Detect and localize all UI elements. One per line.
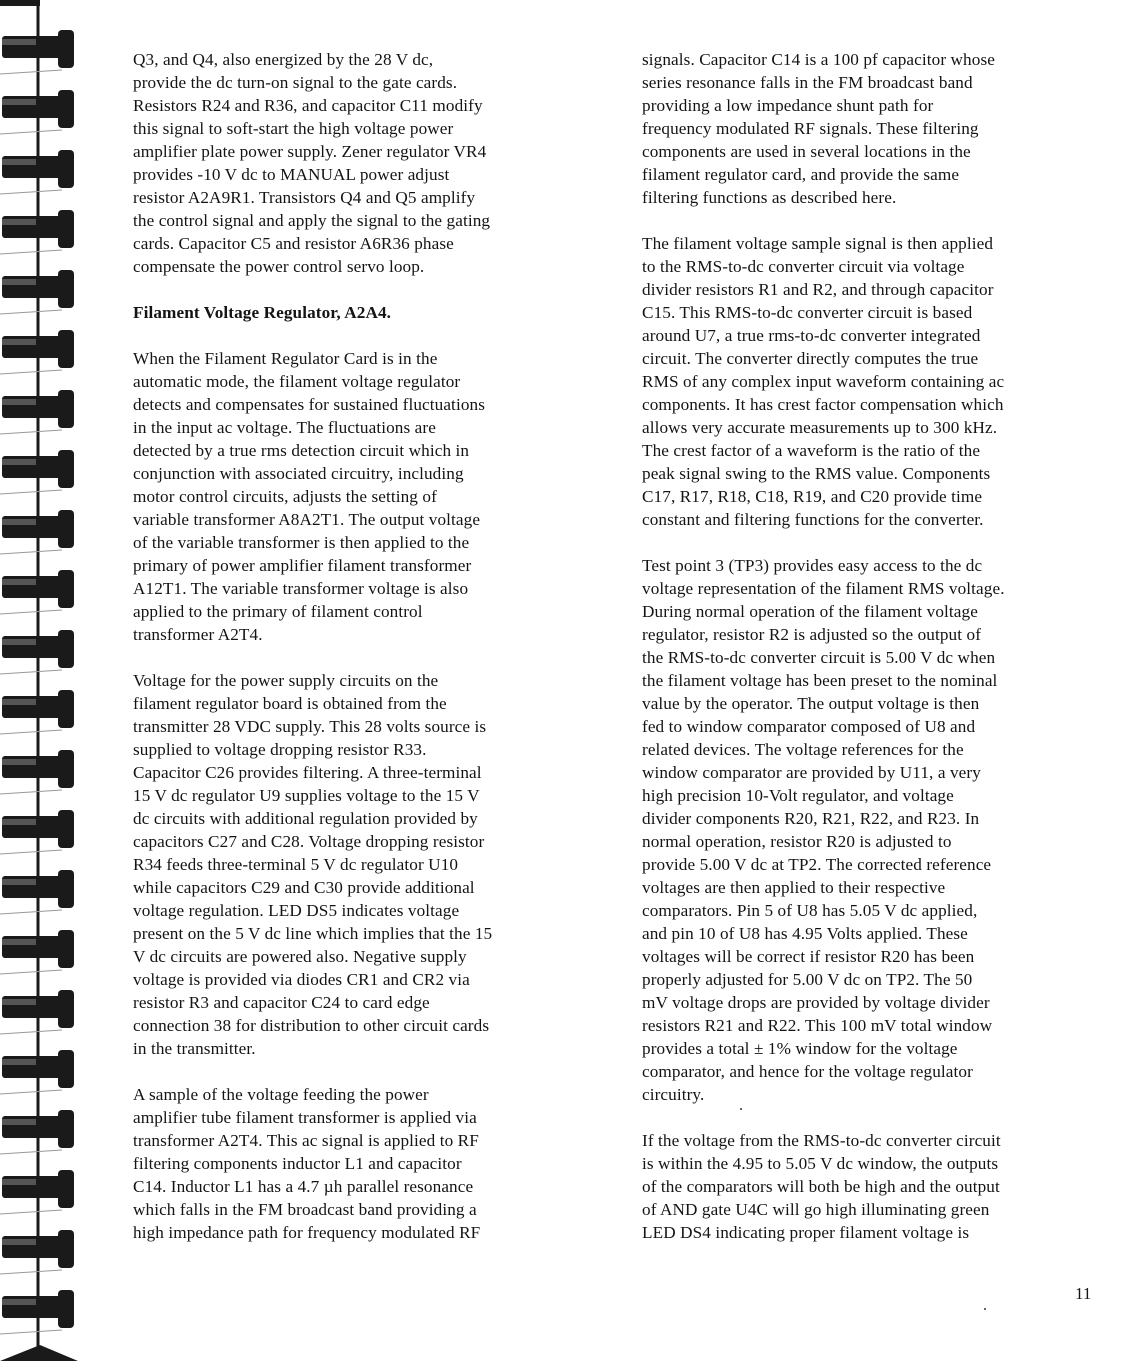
text-line: Test point 3 (TP3) provides easy access to the dc (642, 556, 983, 575)
binding-edge-line (0, 1210, 62, 1214)
text-line: A sample of the voltage feeding the power (133, 1085, 429, 1104)
text-line: present on the 5 V dc line which implies that the 15 (133, 924, 493, 943)
text-line: of the comparators will both be high and the output (642, 1177, 1000, 1196)
page-number: 11 (1075, 1284, 1092, 1303)
text-line: V dc circuits are powered also. Negative supply (133, 947, 467, 966)
binding-coil-loop (58, 510, 74, 548)
text-line: in the input ac voltage. The fluctuations are (133, 418, 436, 437)
text-line: divider resistors R1 and R2, and through capacitor (642, 280, 994, 299)
binding-coil-highlight (2, 519, 36, 525)
text-line: allows very accurate measurements up to 300 kHz. (642, 418, 998, 437)
text-line: this signal to soft-start the high voltage power (133, 119, 454, 138)
binding-coil-highlight (2, 39, 36, 45)
text-line: components are used in several locations in the (642, 142, 971, 161)
binding-coil-highlight (2, 759, 36, 765)
text-line: The filament voltage sample signal is then applied (642, 234, 994, 253)
left-paragraph-2 (133, 347, 573, 646)
binding-coil-highlight (2, 939, 36, 945)
binding-coil-highlight (2, 399, 36, 405)
binding-edge-line (0, 370, 62, 374)
text-line: compensate the power control servo loop. (133, 257, 425, 276)
binding-edge-line (0, 1090, 62, 1094)
binding-coil-highlight (2, 1119, 36, 1125)
text-line: amplifier tube filament transformer is applied via (133, 1108, 477, 1127)
text-line: detects and compensates for sustained fluctuations (133, 395, 485, 414)
text-line: applied to the primary of filament control (133, 602, 423, 621)
scan-speck (984, 1308, 986, 1310)
binding-coil-highlight (2, 1059, 36, 1065)
binding-coil-highlight (2, 879, 36, 885)
text-line: motor control circuits, adjusts the setting of (133, 487, 437, 506)
binding-coil-loop (58, 1230, 74, 1268)
binding-edge-line (0, 610, 62, 614)
text-line: conjunction with associated circuitry, including (133, 464, 464, 483)
right-paragraph-3 (642, 554, 1090, 1106)
text-line: The crest factor of a waveform is the ratio of the (642, 441, 981, 460)
text-line: amplifier plate power supply. Zener regulator VR4 (133, 142, 487, 161)
binding-top-cap (0, 0, 40, 6)
text-line: properly adjusted for 5.00 V dc on TP2. The 50 (642, 970, 973, 989)
binding-coil-loop (58, 270, 74, 308)
text-line: fed to window comparator composed of U8 and (642, 717, 976, 736)
binding-edge-line (0, 910, 62, 914)
text-line: the RMS-to-dc converter circuit is 5.00 V dc when (642, 648, 996, 667)
binding-bottom-cap (0, 1345, 78, 1361)
binding-coil-loop (58, 1170, 74, 1208)
text-line: filament regulator board is obtained from the (133, 694, 447, 713)
text-line: in the transmitter. (133, 1039, 256, 1058)
binding-coil-loop (58, 90, 74, 128)
binding-edge-line (0, 250, 62, 254)
text-line: voltage regulation. LED DS5 indicates voltage (133, 901, 460, 920)
text-line: regulator, resistor R2 is adjusted so the output of (642, 625, 982, 644)
text-line: RMS of any complex input waveform containing ac (642, 372, 1005, 391)
text-line: which falls in the FM broadcast band providing a (133, 1200, 477, 1219)
text-line: the filament voltage has been preset to the nominal (642, 671, 998, 690)
text-line: comparators. Pin 5 of U8 has 5.05 V dc applied, (642, 901, 978, 920)
binding-coil-loop (58, 210, 74, 248)
left-column (133, 48, 573, 1267)
text-line: R34 feeds three-terminal 5 V dc regulator U10 (133, 855, 459, 874)
binding-coil-highlight (2, 699, 36, 705)
binding-coil-loop (58, 570, 74, 608)
right-column (642, 48, 1090, 1267)
text-line: and pin 10 of U8 has 4.95 Volts applied. These (642, 924, 968, 943)
binding-edge-line (0, 190, 62, 194)
binding-coil-highlight (2, 339, 36, 345)
scan-speck (740, 1108, 742, 1110)
text-line: the control signal and apply the signal to the gating (133, 211, 491, 230)
spiral-binding (0, 0, 80, 1361)
binding-coil-loop (58, 690, 74, 728)
text-line: filament regulator card, and provide the same (642, 165, 960, 184)
text-line: voltage representation of the filament RMS voltage. (642, 579, 1005, 598)
text-line: filtering functions as described here. (642, 188, 897, 207)
text-line: 15 V dc regulator U9 supplies voltage to the 15 V (133, 786, 480, 805)
text-line: circuit. The converter directly computes the true (642, 349, 979, 368)
binding-edge-line (0, 490, 62, 494)
binding-coil-loop (58, 1050, 74, 1088)
text-line: to the RMS-to-dc converter circuit via voltage (642, 257, 965, 276)
text-line: comparator, and hence for the voltage regulator (642, 1062, 973, 1081)
binding-coil-highlight (2, 579, 36, 585)
text-line: A12T1. The variable transformer voltage is also (133, 579, 469, 598)
text-line: high impedance path for frequency modulated RF (133, 1223, 481, 1242)
left-paragraph-1 (133, 48, 573, 278)
right-paragraph-1 (642, 48, 1090, 209)
text-line: If the voltage from the RMS-to-dc converter circuit (642, 1131, 1001, 1150)
text-line: voltages are then applied to their respective (642, 878, 946, 897)
binding-edge-line (0, 790, 62, 794)
text-line: constant and filtering functions for the converter. (642, 510, 984, 529)
binding-coil-highlight (2, 99, 36, 105)
text-line: series resonance falls in the FM broadcast band (642, 73, 973, 92)
binding-coil-highlight (2, 999, 36, 1005)
text-line: C15. This RMS-to-dc converter circuit is based (642, 303, 973, 322)
text-line: circuitry. (642, 1085, 705, 1104)
binding-edge-line (0, 550, 62, 554)
binding-coil-highlight (2, 1239, 36, 1245)
text-line: provides -10 V dc to MANUAL power adjust (133, 165, 450, 184)
text-line: Q3, and Q4, also energized by the 28 V dc, (133, 50, 434, 69)
binding-edge-line (0, 1030, 62, 1034)
text-line: variable transformer A8A2T1. The output voltage (133, 510, 481, 529)
text-line: divider components R20, R21, R22, and R23. In (642, 809, 980, 828)
right-paragraph-4 (642, 1129, 1090, 1244)
text-line: around U7, a true rms-to-dc converter integrated (642, 326, 981, 345)
binding-coil-loop (58, 930, 74, 968)
binding-edge-line (0, 1150, 62, 1154)
text-line: provide the dc turn-on signal to the gate cards. (133, 73, 458, 92)
left-paragraph-4 (133, 1083, 573, 1244)
text-line: Capacitor C26 provides filtering. A three-terminal (133, 763, 482, 782)
text-line: normal operation, resistor R20 is adjusted to (642, 832, 952, 851)
binding-edge-line (0, 850, 62, 854)
text-line: primary of power amplifier filament transformer (133, 556, 472, 575)
binding-edge-line (0, 430, 62, 434)
text-line: peak signal swing to the RMS value. Components (642, 464, 991, 483)
text-line: voltages will be correct if resistor R20 has been (642, 947, 975, 966)
text-line: filtering components inductor L1 and capacitor (133, 1154, 462, 1173)
text-line: transformer A2T4. This ac signal is applied to RF (133, 1131, 479, 1150)
left-paragraph-3 (133, 669, 573, 1060)
text-line: provides a total ± 1% window for the voltage (642, 1039, 958, 1058)
binding-coil-loop (58, 390, 74, 428)
text-line: connection 38 for distribution to other circuit cards (133, 1016, 490, 1035)
text-line: signals. Capacitor C14 is a 100 pf capacitor whose (642, 50, 995, 69)
binding-edge-line (0, 970, 62, 974)
text-line: resistor A2A9R1. Transistors Q4 and Q5 amplify (133, 188, 476, 207)
binding-coil-highlight (2, 219, 36, 225)
binding-edge-line (0, 310, 62, 314)
text-line: providing a low impedance shunt path for (642, 96, 934, 115)
binding-coil-highlight (2, 1299, 36, 1305)
text-line: resistor R3 and capacitor C24 to card edge (133, 993, 430, 1012)
binding-coil-highlight (2, 1179, 36, 1185)
text-line: cards. Capacitor C5 and resistor A6R36 phase (133, 234, 454, 253)
text-line: voltage is provided via diodes CR1 and CR2 via (133, 970, 470, 989)
binding-coil-loop (58, 630, 74, 668)
text-line: frequency modulated RF signals. These filtering (642, 119, 979, 138)
text-line: resistors R21 and R22. This 100 mV total window (642, 1016, 993, 1035)
text-line: Voltage for the power supply circuits on the (133, 671, 439, 690)
binding-coil-loop (58, 450, 74, 488)
text-line: high precision 10-Volt regulator, and voltage (642, 786, 954, 805)
text-line: mV voltage drops are provided by voltage divider (642, 993, 990, 1012)
text-line: of AND gate U4C will go high illuminating green (642, 1200, 990, 1219)
text-line: When the Filament Regulator Card is in the (133, 349, 438, 368)
text-line: LED DS4 indicating proper filament voltage is (642, 1223, 970, 1242)
binding-edge-line (0, 1330, 62, 1334)
text-line: related devices. The voltage references for the (642, 740, 964, 759)
text-line: of the variable transformer is then applied to the (133, 533, 470, 552)
text-line: transformer A2T4. (133, 625, 263, 644)
binding-edge-line (0, 1270, 62, 1274)
binding-coil-loop (58, 1290, 74, 1328)
binding-coil-loop (58, 810, 74, 848)
text-line: dc circuits with additional regulation provided by (133, 809, 478, 828)
text-line: C17, R17, R18, C18, R19, and C20 provide time (642, 487, 983, 506)
right-paragraph-2 (642, 232, 1090, 531)
text-line: automatic mode, the filament voltage regulator (133, 372, 461, 391)
text-line: capacitors C27 and C28. Voltage dropping resistor (133, 832, 485, 851)
binding-coil-highlight (2, 639, 36, 645)
text-line: supplied to voltage dropping resistor R33. (133, 740, 427, 759)
text-line: components. It has crest factor compensation which (642, 395, 1004, 414)
binding-coil-highlight (2, 159, 36, 165)
binding-coil-highlight (2, 459, 36, 465)
binding-coil-highlight (2, 819, 36, 825)
binding-coil-loop (58, 1110, 74, 1148)
binding-coil-loop (58, 330, 74, 368)
text-line: transmitter 28 VDC supply. This 28 volts source is (133, 717, 487, 736)
text-line: value by the operator. The output voltage is then (642, 694, 980, 713)
text-line: C14. Inductor L1 has a 4.7 µh parallel resonance (133, 1177, 474, 1196)
binding-coil-highlight (2, 279, 36, 285)
text-line: detected by a true rms detection circuit which in (133, 441, 470, 460)
text-line: window comparator are provided by U11, a very (642, 763, 981, 782)
binding-edge-line (0, 130, 62, 134)
binding-coil-loop (58, 990, 74, 1028)
binding-coil-loop (58, 870, 74, 908)
text-line: while capacitors C29 and C30 provide additional (133, 878, 475, 897)
binding-edge-line (0, 730, 62, 734)
binding-coil-loop (58, 30, 74, 68)
section-heading: Filament Voltage Regulator, A2A4. (133, 303, 392, 322)
binding-edge-line (0, 70, 62, 74)
text-line: is within the 4.95 to 5.05 V dc window, the outputs (642, 1154, 999, 1173)
binding-edge-line (0, 670, 62, 674)
binding-coil-loop (58, 750, 74, 788)
text-line: Resistors R24 and R36, and capacitor C11 modify (133, 96, 483, 115)
text-line: provide 5.00 V dc at TP2. The corrected reference (642, 855, 992, 874)
text-line: During normal operation of the filament voltage (642, 602, 978, 621)
binding-coil-loop (58, 150, 74, 188)
